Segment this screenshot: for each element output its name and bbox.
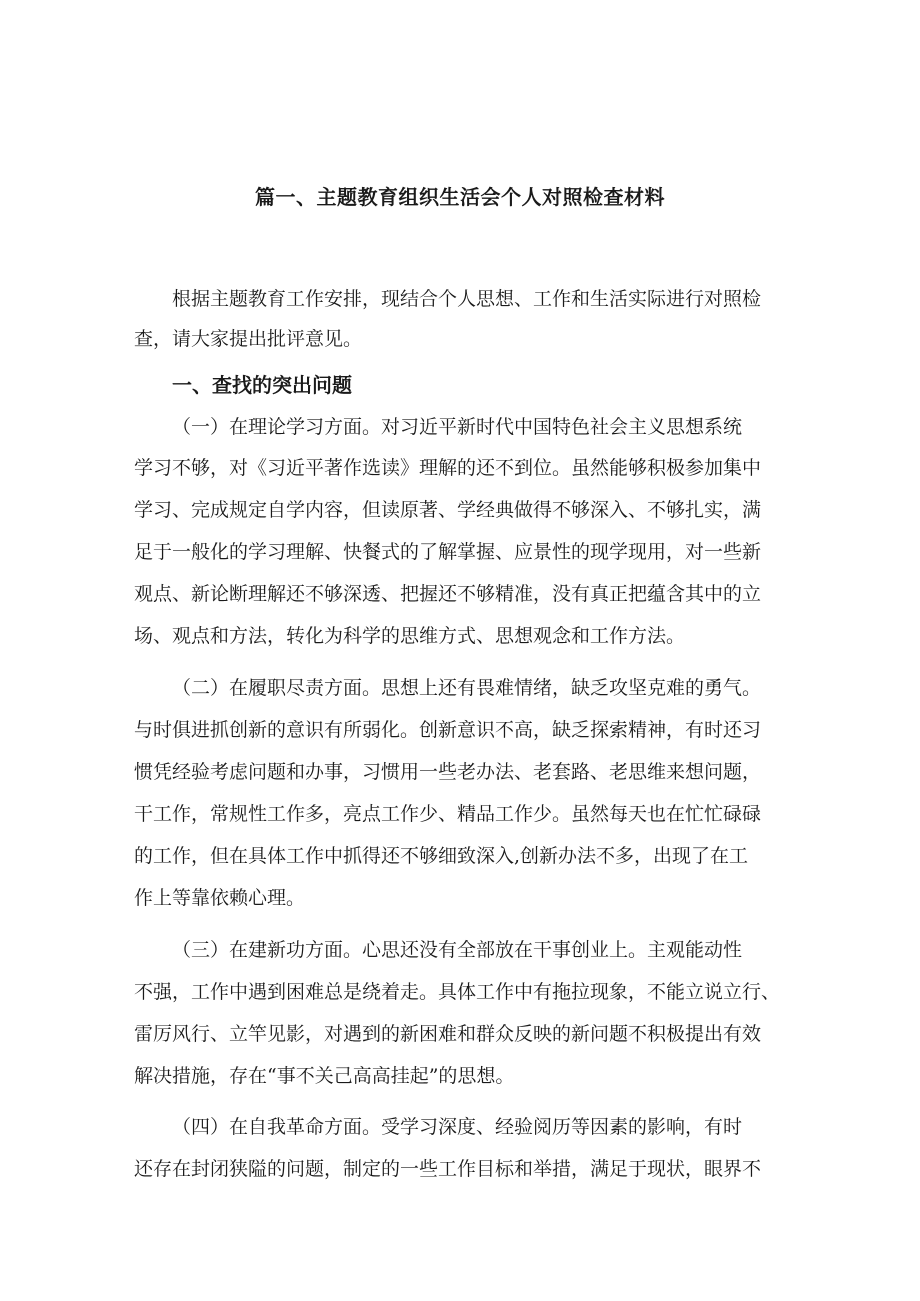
paragraph-line: 学习、完成规定自学内容，但读原著、学经典做得不够深入、不够扎实，满 [134, 499, 762, 521]
paragraph-line: 还存在封闭狭隘的问题，制定的一些工作目标和举措，满足于现状，眼界不 [134, 1158, 762, 1180]
paragraph-line: （一）在理论学习方面。对习近平新时代中国特色社会主义思想系统 [172, 416, 743, 438]
paragraph-line: 学习不够，对《习近平著作选读》理解的还不到位。虽然能够积极参加集中 [134, 457, 762, 479]
paragraph-line: 观点、新论断理解还不够深透、把握还不够精准，没有真正把蕴含其中的立 [134, 583, 762, 605]
paragraph-line: 与时俱进抓创新的意识有所弱化。创新意识不高，缺乏探索精神，有时还习 [134, 719, 762, 741]
intro-line: 根据主题教育工作安排，现结合个人思想、工作和生活实际进行对照检 [172, 288, 762, 310]
section-heading: 一、查找的突出问题 [172, 373, 352, 397]
paragraph-line: 不强，工作中遇到困难总是绕着走。具体工作中有拖拉现象，不能立说立行、 [134, 981, 781, 1003]
paragraph-line: （三）在建新功方面。心思还没有全部放在干事创业上。主观能动性 [172, 939, 743, 961]
paragraph-line: 足于一般化的学习理解、快餐式的了解掌握、应景性的现学现用，对一些新 [134, 541, 762, 563]
paragraph-line: 干工作，常规性工作多，亮点工作少、精品工作少。虽然每天也在忙忙碌碌 [134, 803, 762, 825]
paragraph-line: 场、观点和方法，转化为科学的思维方式、思想观念和工作方法。 [134, 625, 686, 647]
paragraph-line: （二）在履职尽责方面。思想上还有畏难情绪，缺乏攻坚克难的勇气。 [172, 677, 762, 699]
paragraph-line: 惯凭经验考虑问题和办事，习惯用一些老办法、老套路、老思维来想问题， [134, 761, 762, 783]
paragraph-line: 的工作，但在具体工作中抓得还不够细致深入,创新办法不多，出现了在工 [134, 845, 749, 867]
document-title: 篇一、主题教育组织生活会个人对照检查材料 [255, 185, 665, 209]
intro-line: 查，请大家提出批评意见。 [134, 328, 363, 350]
paragraph-line: 雷厉风行、立竿见影，对遇到的新困难和群众反映的新问题不积极提出有效 [134, 1023, 762, 1045]
paragraph-line: 解决措施，存在“事不关己高高挂起”的思想。 [134, 1065, 515, 1087]
paragraph-line: 作上等靠依赖心理。 [134, 887, 306, 909]
paragraph-line: （四）在自我革命方面。受学习深度、经验阅历等因素的影响，有时 [172, 1116, 743, 1138]
